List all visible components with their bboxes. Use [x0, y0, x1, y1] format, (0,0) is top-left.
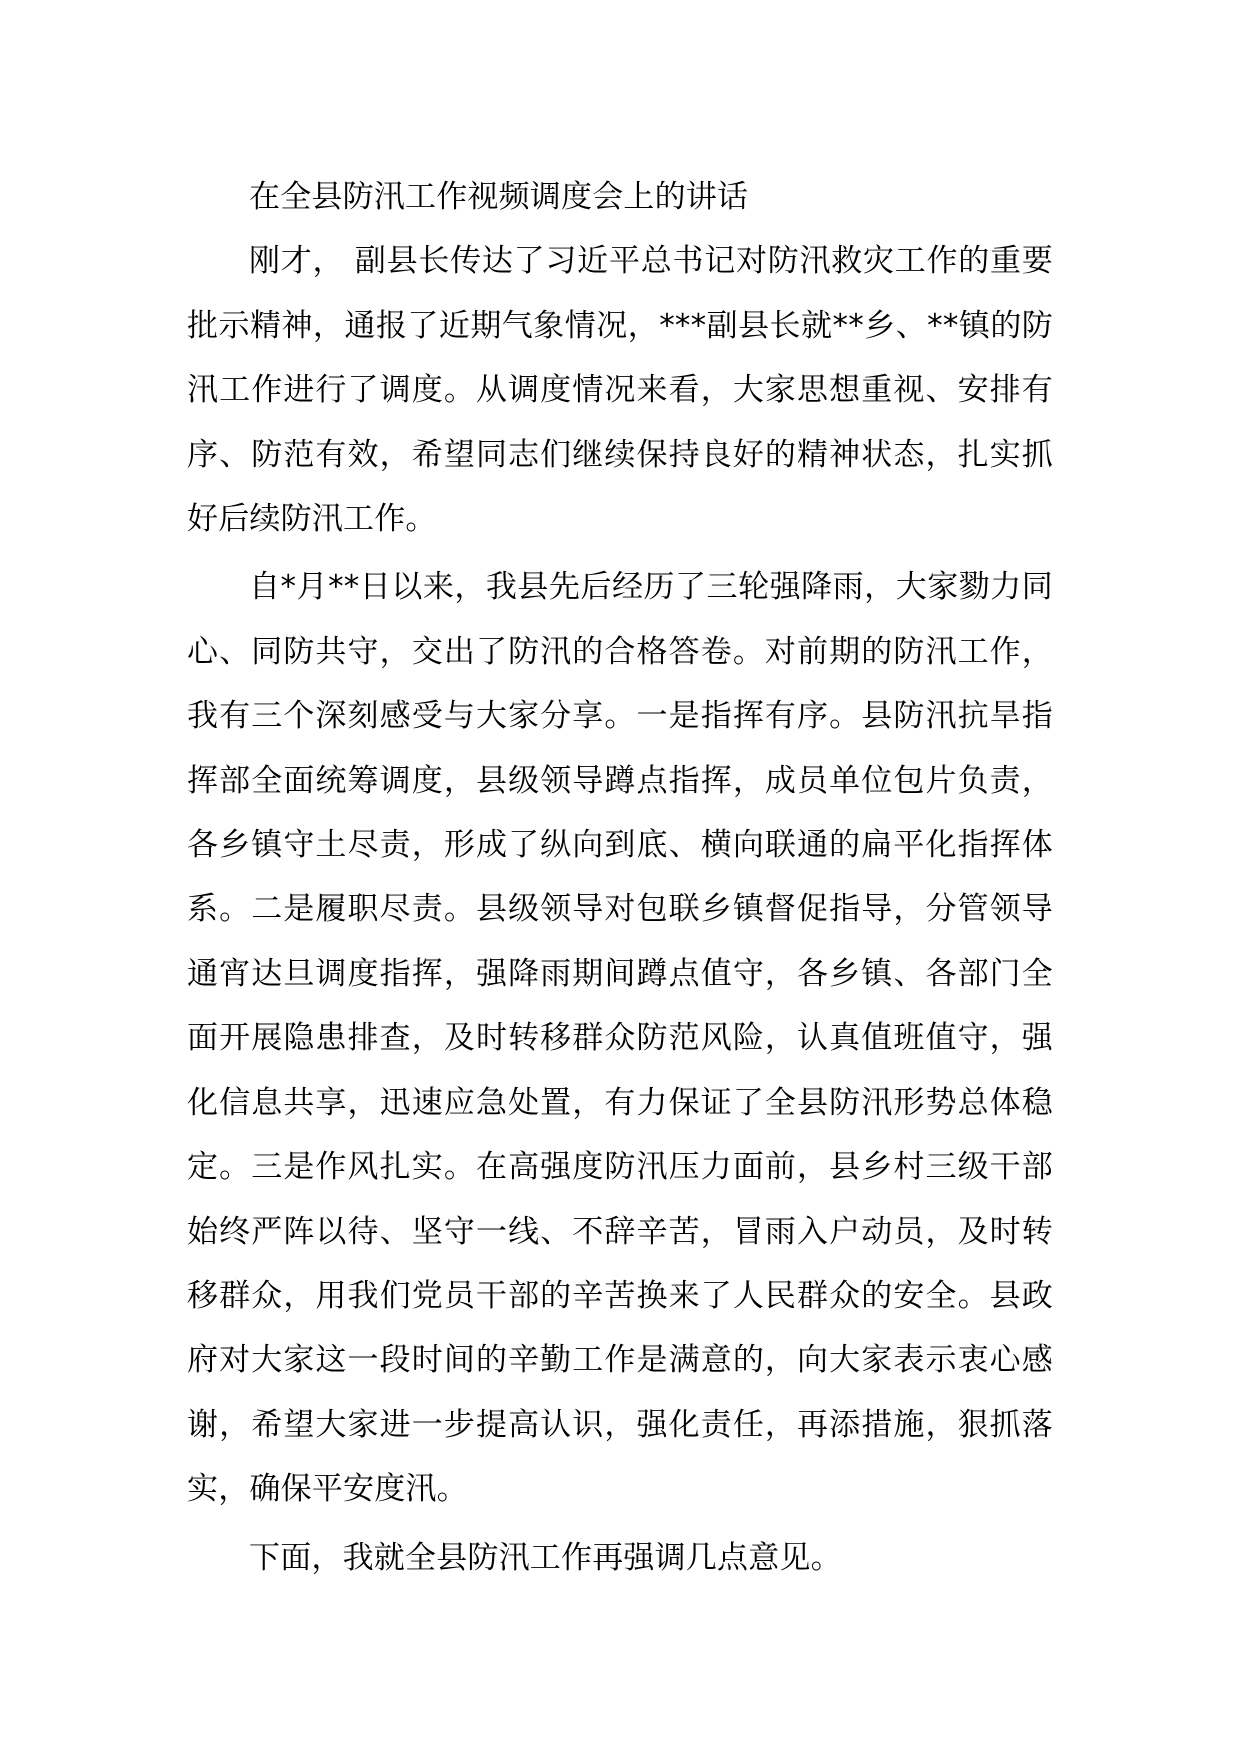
paragraph-intro: 刚才， 副县长传达了习近平总书记对防汛救灾工作的重要批示精神，通报了近期气象情况，***副县长就**乡、**镇的防汛工作进行了调度。从调度情况来看，大家思想重视、安排有序、防范有效，希望同志们继续保持良好的精神状态，扎实抓好后续防汛工作。	[187, 243, 1053, 538]
paragraph-closing: 下面，我就全县防汛工作再强调几点意见。	[249, 1539, 842, 1576]
document-title: 在全县防汛工作视频调度会上的讲话	[249, 179, 749, 215]
document-body	[187, 165, 1053, 1590]
paragraph-review: 自*月**日以来，我县先后经历了三轮强降雨，大家勠力同心、同防共守，交出了防汛的合格答卷。对前期的防汛工作，我有三个深刻感受与大家分享。一是指挥有序。县防汛抗旱指挥部全面统筹调度，县级领导蹲点指挥，成员单位包片负责，各乡镇守土尽责，形成了纵向到底、横向联通的扁平化指挥体系。二是履职尽责。县级领导对包联乡镇督促指导，分管领导通宵达旦调度指挥，强降雨期间蹲点值守，各乡镇、各部门全面开展隐患排查，及时转移群众防范风险，认真值班值守，强化信息共享，迅速应急处置，有力保证了全县防汛形势总体稳定。三是作风扎实。在高强度防汛压力面前，县乡村三级干部始终严阵以待、坚守一线、不辞辛苦，冒雨入户动员，及时转移群众，用我们党员干部的辛苦换来了人民群众的安全。县政府对大家这一段时间的辛勤工作是满意的，向大家表示衷心感谢，希望大家进一步提高认识，强化责任，再添措施，狠抓落实，确保平安度汛。	[187, 569, 1053, 1508]
